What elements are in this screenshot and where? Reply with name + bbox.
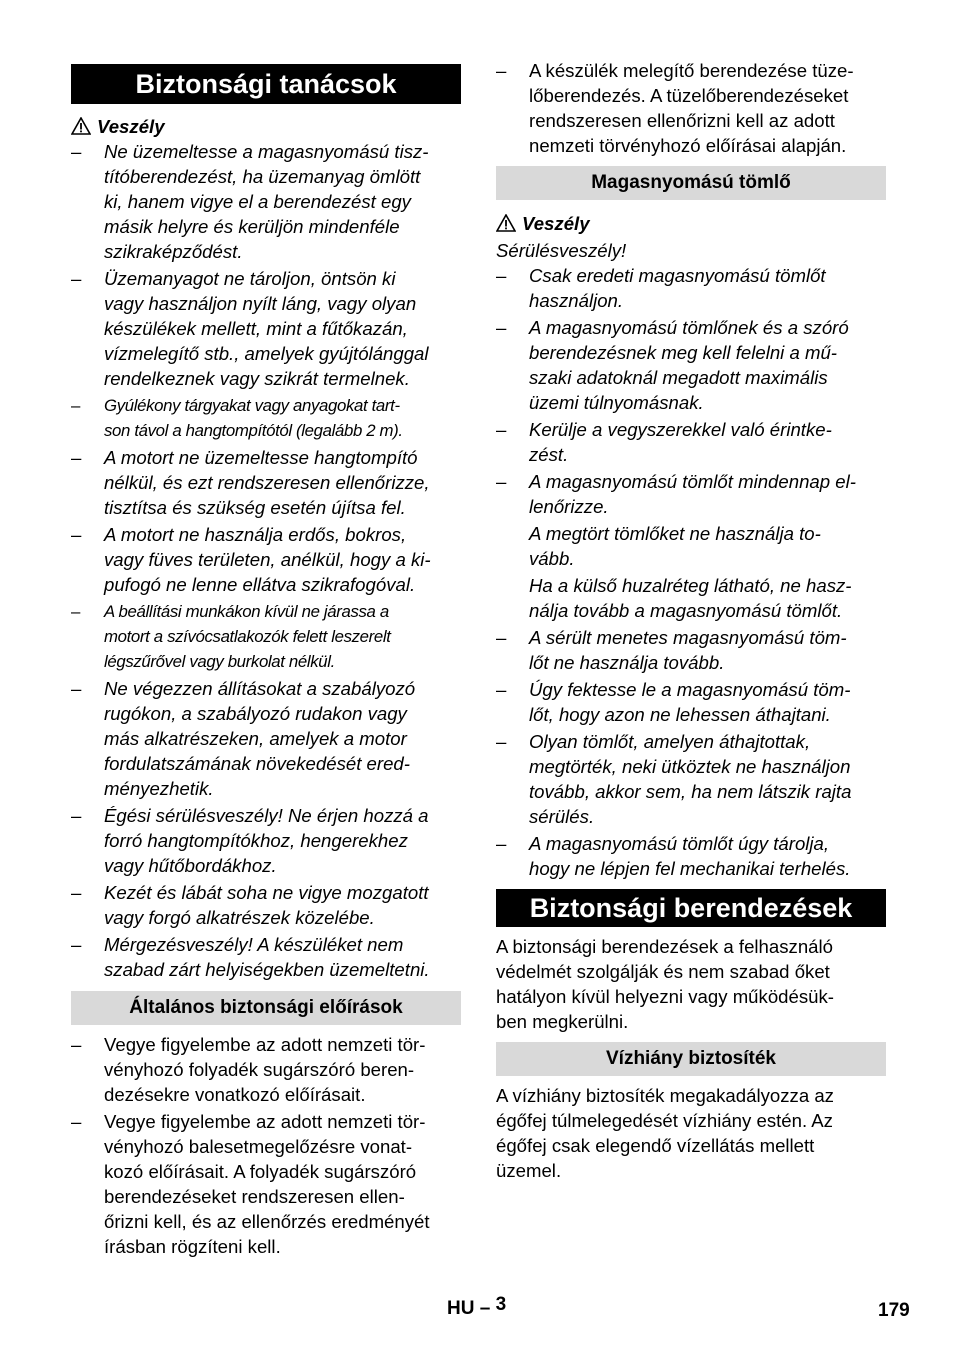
hose-list [496, 263, 886, 881]
list-item-text: Vegye figyelembe az adott nemzeti tör- vényhozó folyadék sugárszóró beren- dezésekre vonatkozó előírásait. [104, 1034, 426, 1105]
hose-danger-warning [496, 210, 886, 236]
warning-triangle-icon [71, 117, 91, 135]
list-item-text: Ne üzemeltesse a magasnyomású tisz- títóberendezést, ha üzemanyag ömlött ki, hanem vigye el a berendezést egy másik helyre és kerüljön mindenféle szikraképződést. [104, 141, 429, 262]
list-item [71, 445, 461, 520]
list-item-text: Ne végezzen állításokat a szabályozó rugókon, a szabályozó rudakon vagy más alkatrészeken, amelyek a motor fordulatszámának növekedését ered- ményezhetik. [104, 678, 416, 799]
list-item [71, 393, 461, 443]
list-item [71, 932, 461, 982]
list-item-continuation [496, 573, 886, 623]
list-item-text: Csak eredeti magasnyomású tömlőt használjon. [529, 265, 826, 311]
list-item [496, 729, 886, 829]
list-item-text: A motort ne üzemeltesse hangtompító nélkül, és ezt rendszeresen ellenőrizze, tisztítsa és szükség esetén újítsa fel. [104, 447, 430, 518]
list-item [71, 1032, 461, 1107]
hose-heading: Magasnyomású tömlő [496, 166, 886, 200]
general-safety-heading: Általános biztonsági előírások [71, 991, 461, 1025]
list-item [71, 1109, 461, 1259]
list-item [71, 522, 461, 597]
safety-devices-text: A biztonsági berendezések a felhasználó védelmét szolgálják és nem szabad őket hatályon kívül helyezni vagy működésük- ben megkerülni. [496, 936, 834, 1032]
danger-warning [71, 113, 461, 139]
danger-list [71, 139, 461, 982]
list-item-text: A magasnyomású tömlőt mindennap el- lenőrizze. [529, 471, 856, 517]
danger-label: Veszély [97, 115, 165, 137]
water-shortage-text: A vízhiány biztosíték megakadályozza az égőfej túlmelegedését vízhiány estén. Az égőfej csak elegendő vízellátás mellett üzemel. [496, 1085, 834, 1181]
water-shortage-heading: Vízhiány biztosíték [496, 1042, 886, 1076]
list-item [71, 139, 461, 264]
list-item-text: Égési sérülésveszély! Ne érjen hozzá a forró hangtompítókhoz, hengerekhez vagy hűtőbordákhoz. [104, 805, 429, 876]
list-item-text: A megtört tömlőket ne használja to- vább. [529, 523, 821, 569]
list-item [71, 676, 461, 801]
footer-chapter [447, 1296, 506, 1321]
safety-tips-heading: Biztonsági tanácsok [71, 64, 461, 104]
page-number: 179 [878, 1300, 910, 1321]
list-item [71, 599, 461, 674]
list-item-text: A motort ne használja erdős, bokros, vagy füves területen, anélkül, hogy a ki- pufogó ne lenne ellátva szikrafogóval. [104, 524, 431, 595]
list-item [496, 469, 886, 519]
list-item-text: Olyan tömlőt, amelyen áthajtottak, megtörték, neki ütköztek ne használjon tovább, akkor sem, ha nem látszik rajta sérülés. [529, 731, 852, 827]
list-item [71, 803, 461, 878]
warning-triangle-icon [496, 214, 516, 232]
list-item-continuation [496, 521, 886, 571]
list-item [496, 263, 886, 313]
list-item [71, 880, 461, 930]
left-column [71, 62, 461, 1261]
danger-label: Veszély [522, 212, 590, 234]
injury-warning-text: Sérülésveszély! [496, 240, 627, 261]
list-item-text: A magasnyomású tömlőt úgy tárolja, hogy ne lépjen fel mechanikai terhelés. [529, 833, 851, 879]
list-item-text: A készülék melegítő berendezése tüze- lőberendezés. A tüzelőberendezéseket rendszeresen ellenőrizni kell az adott nemzeti törvényhozó előírásai alapján. [529, 60, 854, 156]
list-item-text: Úgy fektesse le a magasnyomású töm- lőt, hogy azon ne lehessen áthajtani. [529, 679, 851, 725]
list-item-text: Üzemanyagot ne tároljon, öntsön ki vagy használjon nyílt láng, vagy olyan készülékek mellett, mint a fűtőkazán, vízmelegítő stb., amelyek gyújtólánggal rendelkeznek vagy szikrát termelnek. [104, 268, 429, 389]
footer-sep: – [479, 1298, 491, 1319]
list-item [496, 315, 886, 415]
list-item [496, 417, 886, 467]
list-item [496, 831, 886, 881]
heating-list [496, 58, 886, 158]
list-item-text: Gyúlékony tárgyakat vagy anyagokat tart- son távol a hangtompítótól (legalább 2 m). [104, 396, 403, 440]
list-item [496, 677, 886, 727]
list-item-text: A beállítási munkákon kívül ne járassa a motort a szívócsatlakozók felett leszerelt légszűrővel vagy burkolat nélkül. [104, 602, 391, 671]
list-item-text: Ha a külső huzalréteg látható, ne hasz- nálja tovább a magasnyomású tömlőt. [529, 575, 852, 621]
list-item [71, 266, 461, 391]
footer-lang: HU [447, 1298, 475, 1319]
general-safety-list [71, 1032, 461, 1259]
list-item-text: Vegye figyelembe az adott nemzeti tör- vényhozó balesetmegelőzésre vonat- kozó előírásait. A folyadék sugárszóró berendezéseket rendszeresen ellen- őrizni kell, és az ellenőrzés eredményét írásban rögzíteni kell. [104, 1111, 430, 1257]
list-item-text: A magasnyomású tömlőnek és a szóró berendezésnek meg kell felelni a mű- szaki adatoknál megadott maximális üzemi túlnyomásnak. [529, 317, 849, 413]
safety-devices-heading: Biztonsági berendezések [496, 889, 886, 927]
list-item [496, 58, 886, 158]
list-item-text: Mérgezésveszély! A készüléket nem szabad zárt helyiségekben üzemeltetni. [104, 934, 430, 980]
list-item [496, 625, 886, 675]
list-item-text: A sérült menetes magasnyomású töm- lőt ne használja tovább. [529, 627, 847, 673]
list-item-text: Kerülje a vegyszerekkel való érintke- zést. [529, 419, 832, 465]
list-item-text: Kezét és lábát soha ne vigye mozgatott vagy forgó alkatrészek közelébe. [104, 882, 429, 928]
right-column [496, 58, 886, 1183]
footer-chapter-number: 3 [495, 1294, 507, 1315]
